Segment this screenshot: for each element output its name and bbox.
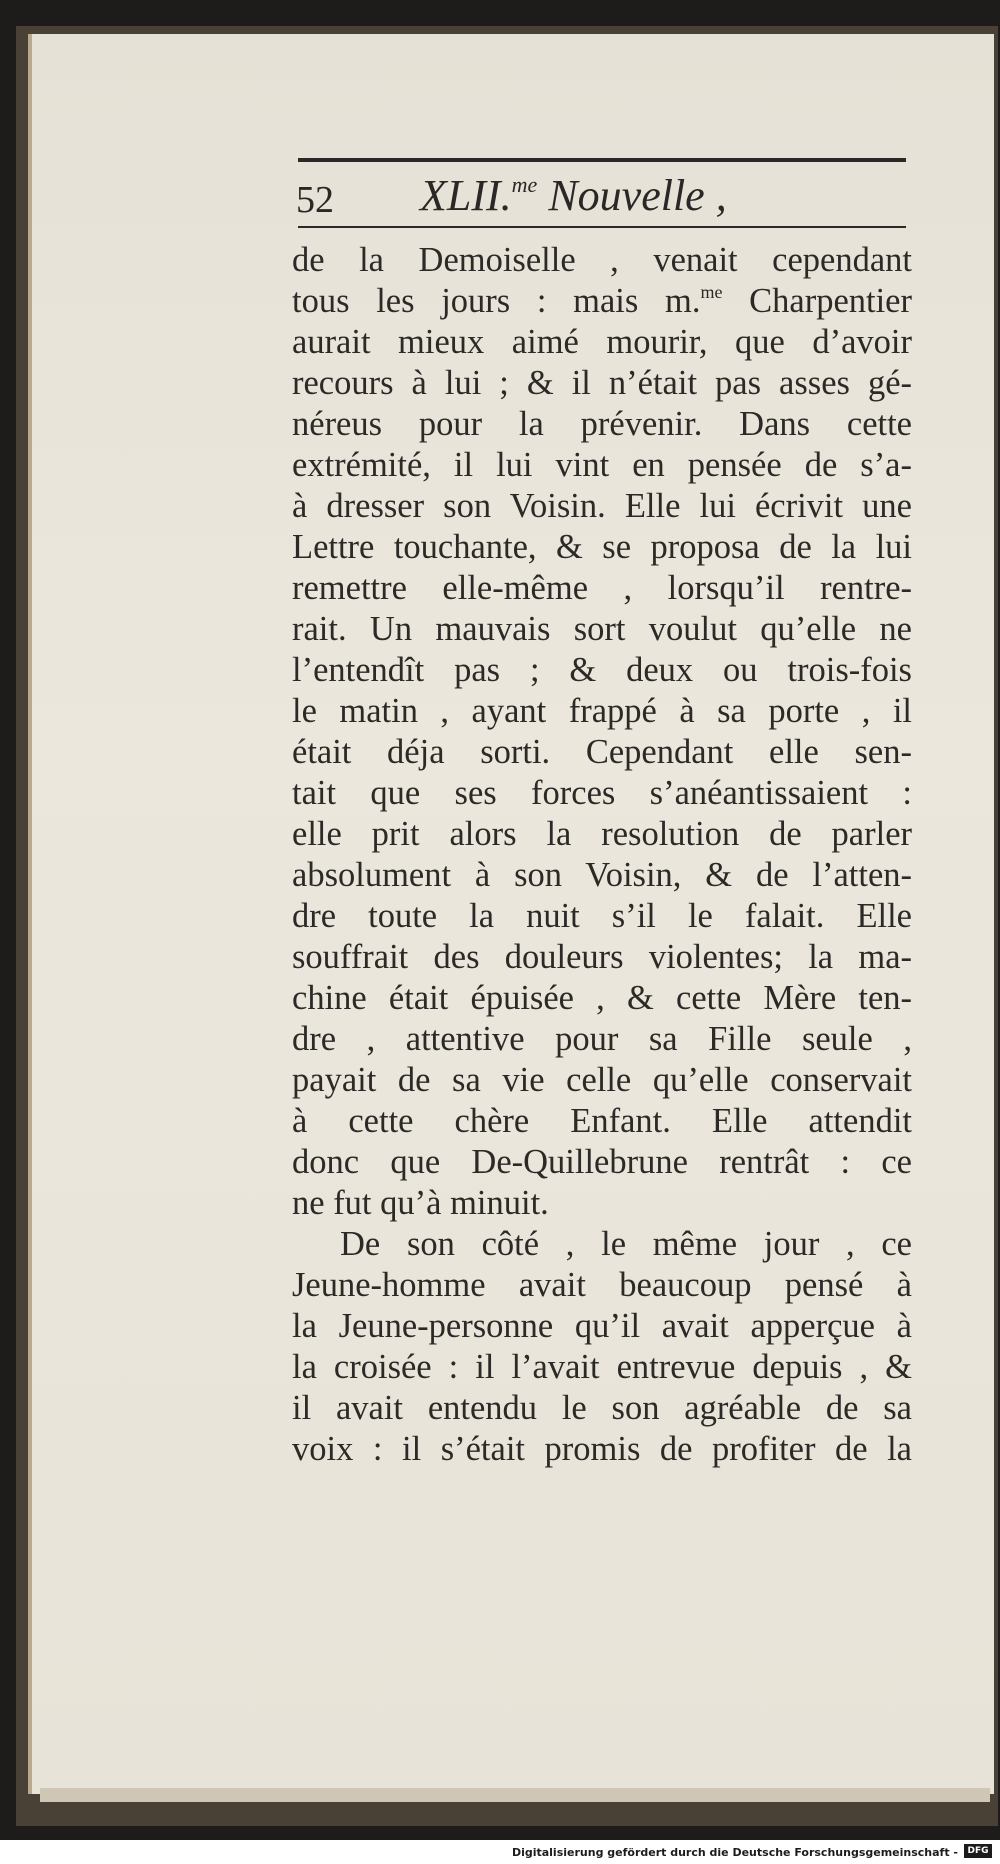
text-line-22: à cette chère Enfant. Elle attendit xyxy=(292,1102,912,1140)
text-line-19: chine était épuisée , & cette Mère ten- xyxy=(292,979,912,1017)
running-head-roman: XLII. xyxy=(420,171,512,220)
text-line-2-superscript: me xyxy=(700,282,723,302)
text-line-4: recours à lui ; & il n’était pas asses gé- xyxy=(292,364,912,402)
text-line-18: souffrait des douleurs violentes; la ma- xyxy=(292,938,912,976)
text-line-9: remettre elle-même , lorsqu’il rentre- xyxy=(292,569,912,607)
text-line-11: l’entendît pas ; & deux ou trois-fois xyxy=(292,651,912,689)
text-line-8: Lettre touchante, & se proposa de la lui xyxy=(292,528,912,566)
text-line-20: dre , attentive pour sa Fille seule , xyxy=(292,1020,912,1058)
header-rule-top xyxy=(298,158,906,162)
text-line-2 xyxy=(292,281,912,322)
text-line-14: tait que ses forces s’anéantissaient : xyxy=(292,774,912,812)
running-head-superscript: me xyxy=(511,172,538,197)
text-line-27: la Jeune-personne qu’il avait apperçue à xyxy=(292,1307,912,1345)
text-line-5: néreus pour la prévenir. Dans cette xyxy=(292,405,912,443)
page-number: 52 xyxy=(296,179,334,221)
text-line-28: la croisée : il l’avait entrevue depuis , & xyxy=(292,1348,912,1386)
dfg-logo: DFG xyxy=(964,1844,992,1858)
text-line-25: De son côté , le même jour , ce xyxy=(340,1225,912,1263)
text-line-29: il avait entendu le son agréable de sa xyxy=(292,1389,912,1427)
text-line-30: voix : il s’était promis de profiter de la xyxy=(292,1430,912,1468)
text-line-10: rait. Un mauvais sort voulut qu’elle ne xyxy=(292,610,912,648)
text-line-15: elle prit alors la resolution de parler xyxy=(292,815,912,853)
text-line-24: ne fut qu’à minuit. xyxy=(292,1184,549,1222)
text-line-7: à dresser son Voisin. Elle lui écrivit une xyxy=(292,487,912,525)
running-head xyxy=(420,170,727,221)
text-line-26: Jeune-homme avait beaucoup pensé à xyxy=(292,1266,912,1304)
running-head-word: Nouvelle , xyxy=(548,171,727,220)
text-line-17: dre toute la nuit s’il le falait. Elle xyxy=(292,897,912,935)
text-line-16: absolument à son Voisin, & de l’atten- xyxy=(292,856,912,894)
body-text xyxy=(292,240,912,1470)
digitization-credit: Digitalisierung gefördert durch die Deutsche Forschungsgemeinschaft - xyxy=(511,1846,958,1859)
text-line-6: extrémité, il lui vint en pensée de s’a- xyxy=(292,446,912,484)
text-line-2-start: tous les jours : mais m. xyxy=(292,282,701,320)
text-line-1: de la Demoiselle , venait cependant xyxy=(292,241,912,279)
text-line-3: aurait mieux aimé mourir, que d’avoir xyxy=(292,323,912,361)
text-line-2-end: Charpentier xyxy=(722,282,912,320)
header-rule-bottom xyxy=(298,226,906,228)
text-line-13: était déja sorti. Cependant elle sen- xyxy=(292,733,912,771)
text-line-21: payait de sa vie celle qu’elle conservait xyxy=(292,1061,912,1099)
text-line-12: le matin , ayant frappé à sa porte , il xyxy=(292,692,912,730)
text-line-23: donc que De-Quillebrune rentrât : ce xyxy=(292,1143,912,1181)
page-bottom-edge xyxy=(40,1788,990,1802)
